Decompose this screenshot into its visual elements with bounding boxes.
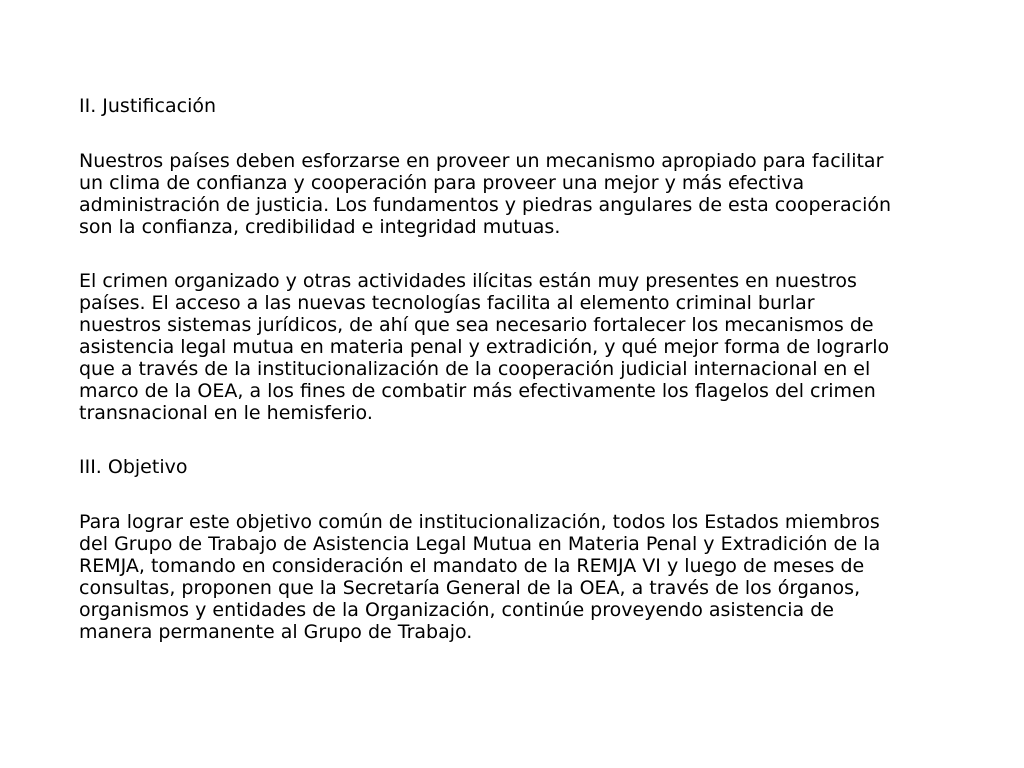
paragraph-line: REMJA, tomando en consideración el mandato de la REMJA VI y luego de meses de	[79, 555, 865, 577]
section-heading-objetivo: III. Objetivo	[79, 456, 188, 478]
section-heading-justificacion: II. Justificación	[79, 95, 217, 117]
paragraph-justificacion-1	[79, 150, 959, 238]
paragraph-line: administración de justicia. Los fundamentos y piedras angulares de esta cooperación	[79, 194, 892, 216]
paragraph-line: países. El acceso a las nuevas tecnologías facilita al elemento criminal burlar	[79, 292, 815, 314]
paragraph-justificacion-2	[79, 270, 959, 424]
paragraph-line: son la confianza, credibilidad e integridad mutuas.	[79, 216, 561, 238]
document-page	[79, 95, 959, 643]
paragraph-line: transnacional en le hemisferio.	[79, 402, 373, 424]
paragraph-line: que a través de la institucionalización de la cooperación judicial internacional en el	[79, 358, 871, 380]
paragraph-line: Nuestros países deben esforzarse en proveer un mecanismo apropiado para facilitar	[79, 150, 884, 172]
paragraph-line: consultas, proponen que la Secretaría General de la OEA, a través de los órganos,	[79, 577, 861, 599]
paragraph-line: Para lograr este objetivo común de institucionalización, todos los Estados miembros	[79, 511, 880, 533]
paragraph-line: manera permanente al Grupo de Trabajo.	[79, 621, 473, 643]
paragraph-line: marco de la OEA, a los fines de combatir más efectivamente los flagelos del crimen	[79, 380, 876, 402]
paragraph-line: del Grupo de Trabajo de Asistencia Legal Mutua en Materia Penal y Extradición de la	[79, 533, 881, 555]
paragraph-line: nuestros sistemas jurídicos, de ahí que sea necesario fortalecer los mecanismos de	[79, 314, 874, 336]
paragraph-line: un clima de confianza y cooperación para proveer una mejor y más efectiva	[79, 172, 805, 194]
paragraph-objetivo-1	[79, 511, 959, 643]
paragraph-line: El crimen organizado y otras actividades ilícitas están muy presentes en nuestros	[79, 270, 857, 292]
paragraph-line: asistencia legal mutua en materia penal y extradición, y qué mejor forma de lograrlo	[79, 336, 890, 358]
paragraph-line: organismos y entidades de la Organización, continúe proveyendo asistencia de	[79, 599, 834, 621]
